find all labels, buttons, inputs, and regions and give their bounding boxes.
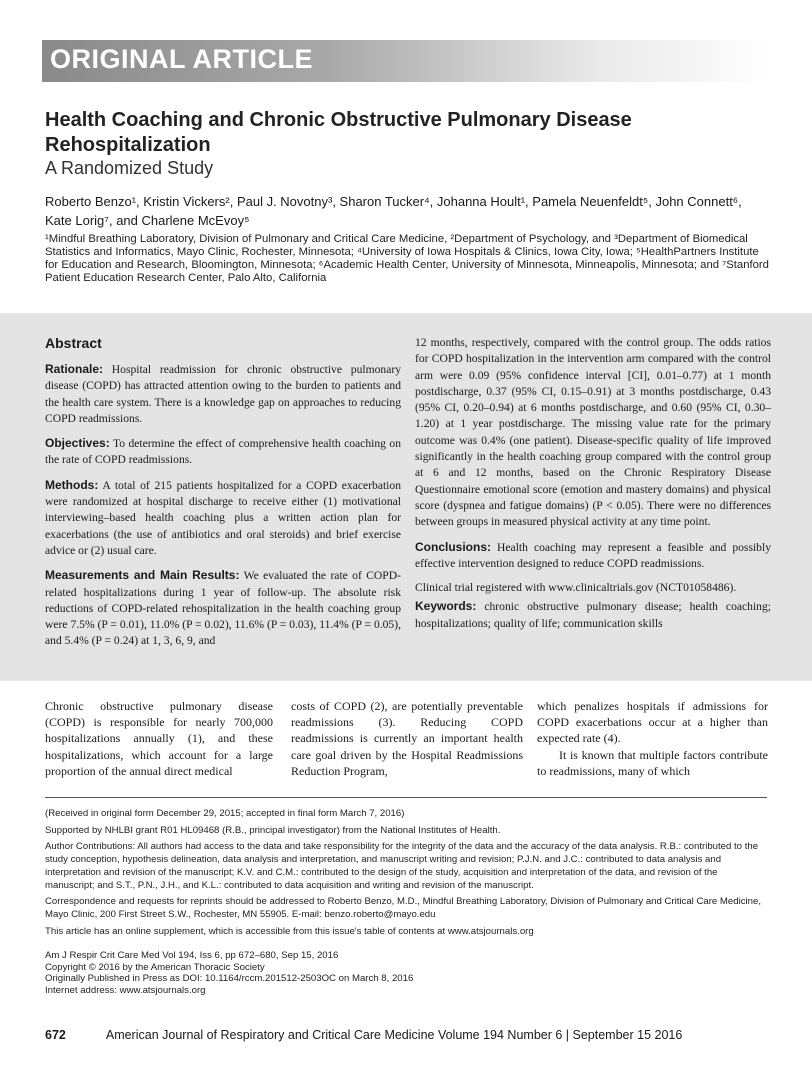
footnote-divider <box>45 797 767 798</box>
label: Conclusions: <box>415 539 492 554</box>
article-type-banner <box>42 40 772 82</box>
page-footer <box>45 1028 769 1042</box>
author-contributions: Author Contributions: All authors had access to the data and take responsibility for the integrity of the data and the accuracy of the data analysis. R.B.: contributed to the study conception, hypothesis delineation, data analysis and interpretation, and manuscript writing and revision; P.J.N. and J.C.: contributed to data analysis and interpretation and revision of the manuscript; K.V. and C.M.: contributed to the design of the study, acquisition and interpretation of the data, and revision of the manuscript; and S.T., P.N., J.H., and K.L.: contributed to data acquisition and writing and revision of the manuscript. <box>45 841 759 891</box>
body-column-2: costs of COPD (2), are potentially preventable readmissions (3). Reducing COPD readmissions is currently an important health care goal driven by the Hospital Readmissions Reduction Program, <box>291 699 523 778</box>
abstract-box <box>0 313 812 681</box>
abstract-objectives <box>45 435 401 469</box>
abstract-keywords <box>415 598 771 632</box>
text: A total of 215 patients hospitalized for a COPD exacerbation were randomized at hospital discharge to receive either (1) motivational interviewing–based health coaching plus a written action plan for exacerbations (the use of antibiotics and oral steroids) and brief exercise advice or (2) usual care. <box>45 478 401 557</box>
banner-label: ORIGINAL ARTICLE <box>50 44 313 74</box>
correspondence: Correspondence and requests for reprints should be addressed to Roberto Benzo, M.D., Mindful Breathing Laboratory, Division of Pulmonary and Critical Care Medicine, Mayo Clinic, 200 First Street S.W., Rochester, MN 55905. E-mail: benzo.roberto@mayo.edu <box>45 896 761 920</box>
abstract-rationale <box>45 361 401 427</box>
internet-address: Internet address: www.atsjournals.org <box>45 985 206 997</box>
doi: Originally Published in Press as DOI: 10.1164/rccm.201512-2503OC on March 8, 2016 <box>45 973 414 985</box>
body-paragraph: which penalizes hospitals if admissions for COPD exacerbations occur at a higher than expected rate (4). <box>537 699 768 746</box>
footnotes <box>45 808 769 942</box>
article-title: Health Coaching and Chronic Obstructive Pulmonary Disease Rehospitalization <box>45 109 632 156</box>
label: Methods: <box>45 477 99 492</box>
affiliations: ¹Mindful Breathing Laboratory, Division of Pulmonary and Critical Care Medicine, ²Department of Psychology, and ³Department of Biomedical Statistics and Informatics, Mayo Clinic, Rochester, Minnesota; ⁴University of Iowa Hospitals & Clinics, Iowa City, Iowa; ⁵HealthPartners Institute for Education and Research, Bloomington, Minnesota; ⁶Academic Health Center, University of Minnesota, Minneapolis, Minnesota; and ⁷Stanford Patient Education Research Center, Palo Alto, California <box>45 233 769 284</box>
received-dates: (Received in original form December 29, 2015; accepted in final form March 7, 2016) <box>45 808 405 819</box>
body-column-3 <box>537 698 768 779</box>
abstract-results <box>45 567 401 649</box>
label: Rationale: <box>45 362 104 376</box>
article-subtitle: A Randomized Study <box>45 158 214 178</box>
citation-info <box>45 950 769 997</box>
body-column-1: Chronic obstructive pulmonary disease (COPD) is responsible for nearly 700,000 hospitalizations annually (1), and these hospitalizations, which account for a large proportion of the annual direct medical <box>45 699 273 778</box>
text: chronic obstructive pulmonary disease; health coaching; hospitalizations; quality of life; communication skills <box>415 600 771 630</box>
citation: Am J Respir Crit Care Med Vol 194, Iss 6, pp 672–680, Sep 15, 2016 <box>45 950 339 961</box>
page-number: 672 <box>45 1028 66 1042</box>
text: Health coaching may represent a feasible and possibly effective intervention designed to reduce COPD readmissions. <box>415 540 771 570</box>
text: To determine the effect of comprehensive health coaching on the rate of COPD readmissions. <box>45 437 401 467</box>
body-paragraph: It is known that multiple factors contribute to readmissions, many of which <box>537 747 768 778</box>
text: We evaluated the rate of COPD-related hospitalizations during 1 year of follow-up. The absolute risk reductions of COPD-related rehospitalization in the health coaching group were 7.5% (P = 0.01), 11.0% (P = 0.02), 11.6% (P = 0.03), 11.4% (P = 0.05), and 5.4% (P = 0.24) at 1, 3, 6, 9, and <box>45 569 401 648</box>
label: Objectives: <box>45 436 110 451</box>
abstract-column-left <box>45 335 401 658</box>
journal-footer: American Journal of Respiratory and Critical Care Medicine Volume 194 Number 6 | September 15 2016 <box>105 1028 683 1042</box>
trial-registration: Clinical trial registered with www.clinicaltrials.gov (NCT01058486). <box>415 581 737 595</box>
copyright: Copyright © 2016 by the American Thoracic Society <box>45 961 265 973</box>
label: Measurements and Main Results: <box>45 568 240 583</box>
abstract-conclusions <box>415 539 771 573</box>
abstract-results-continued: 12 months, respectively, compared with the control group. The odds ratios for COPD hospitalization in the intervention arm compared with the control arm were 0.09 (95% confidence interval [CI], 0.01–0.77) at 1 month postdischarge, 0.37 (95% CI, 0.15–0.91) at 3 months postdischarge, 0.43 (95% CI, 0.20–0.94) at 6 months postdischarge, and 0.60 (95% CI, 0.30–1.20) at 1 year postdischarge. The missing value rate for the primary outcome was 0.4% (one patient). Disease-specific quality of life improved significantly in the health coaching group compared with the control group at 6 and 12 months, based on the Chronic Respiratory Disease Questionnaire emotional score (emotion and mastery domains) and physical score (dyspnea and fatigue domains) (P < 0.05). There were no differences between groups in measured physical activity at any time point. <box>415 336 771 529</box>
abstract-heading: Abstract <box>45 335 102 351</box>
abstract-column-right <box>415 335 771 640</box>
label: Keywords: <box>415 599 477 614</box>
online-supplement: This article has an online supplement, which is accessible from this issue's table of contents at www.atsjournals.org <box>45 925 534 937</box>
funding: Supported by NHLBI grant R01 HL09468 (R.B., principal investigator) from the National Institutes of Health. <box>45 824 501 836</box>
text: Hospital readmission for chronic obstructive pulmonary disease (COPD) has attracted attention owing to the burden to patients and the health care system. There is a knowledge gap on approaches to reducing COPD readmissions. <box>45 363 401 425</box>
abstract-methods <box>45 477 401 559</box>
author-list: Roberto Benzo¹, Kristin Vickers², Paul J. Novotny³, Sharon Tucker⁴, Johanna Hoult¹, Pamela Neuenfeldt⁵, John Connett⁶, Kate Lorig⁷, and Charlene McEvoy⁵ <box>45 194 742 228</box>
